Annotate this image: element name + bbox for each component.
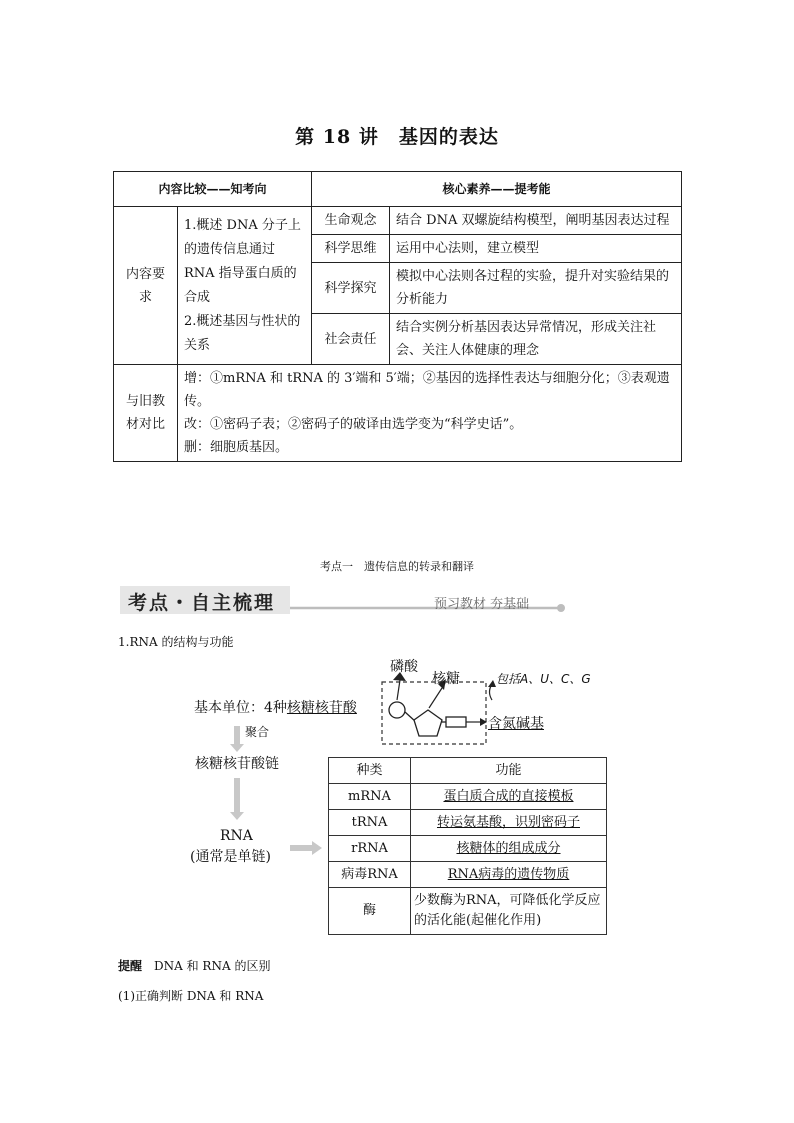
literacy-name: 科学思维 [312, 235, 390, 263]
rna-note-label: (通常是单链) [190, 849, 271, 865]
literacy-name: 社会责任 [312, 314, 390, 365]
literacy-text: 运用中心法则，建立模型 [390, 235, 682, 263]
rna-type: mRNA [329, 784, 411, 810]
phosphate-icon [389, 702, 405, 718]
subheading: (1)正确判断 DNA 和 RNA [118, 989, 264, 1003]
header-left: 内容比较——知考向 [114, 172, 312, 207]
compare-delete: 删：细胞质基因。 [184, 440, 289, 455]
compare-cell [178, 365, 682, 462]
rna-function: 核糖体的组成成分 [411, 836, 607, 862]
banner-title: 考点・自主梳理 [128, 592, 276, 614]
tip-line [118, 957, 270, 974]
rna-function: RNA病毒的遗传物质 [411, 862, 607, 888]
kaodian-title: 考点一 遗传信息的转录和翻译 [320, 560, 474, 573]
literacy-text: 模拟中心法则各过程的实验，提升对实验结果的分析能力 [390, 263, 682, 314]
requirement-2: 2.概述基因与性状的关系 [184, 313, 301, 353]
literacy-name: 科学探究 [312, 263, 390, 314]
tip-label: 提醒 [118, 959, 143, 973]
basic-unit-prefix: 基本单位：4种 [194, 700, 287, 716]
ribose-label: 核糖 [432, 671, 460, 687]
rna-table-header: 功能 [411, 758, 607, 784]
basic-unit-answer: 核糖核苷酸 [286, 700, 357, 716]
ribose-pentagon-icon [414, 710, 442, 736]
banner-subtitle: 预习教材 夯基础 [434, 597, 530, 612]
chain-label: 核糖核苷酸链 [195, 756, 279, 772]
base-rect-icon [446, 717, 466, 727]
base-answer: 含氮碱基 [488, 716, 544, 732]
comparison-table [113, 171, 682, 462]
rna-function: 少数酶为RNA，可降低化学反应的活化能(起催化作用) [411, 888, 607, 935]
rna-function-table [328, 757, 607, 935]
page-title: 第 18 讲 基因的表达 [295, 126, 499, 148]
compare-add: 增：①mRNA 和 tRNA 的 3′端和 5′端；②基因的选择性表达与细胞分化；③表观遗传。 [184, 371, 670, 409]
row-label-requirements: 内容要求 [114, 207, 178, 365]
rna-function: 蛋白质合成的直接模板 [411, 784, 607, 810]
rna-type: rRNA [329, 836, 411, 862]
requirement-1: 1.概述 DNA 分子上的遗传信息通过 RNA 指导蛋白质的合成 [184, 217, 301, 305]
literacy-text: 结合实例分析基因表达异常情况，形成关注社会、关注人体健康的理念 [390, 314, 682, 365]
banner-dot-icon [557, 604, 565, 612]
rna-type: tRNA [329, 810, 411, 836]
rna-function: 转运氨基酸，识别密码子 [411, 810, 607, 836]
rna-label: RNA [220, 828, 253, 844]
rna-table-header: 种类 [329, 758, 411, 784]
compare-change: 改：①密码子表；②密码子的破译由选学变为“科学史话”。 [184, 417, 523, 432]
basic-unit-label [194, 697, 357, 717]
includes-handwritten-label: 包括A、U、C、G [496, 672, 591, 686]
literacy-text: 结合 DNA 双螺旋结构模型，阐明基因表达过程 [390, 207, 682, 235]
rna-type: 病毒RNA [329, 862, 411, 888]
requirements-cell [178, 207, 312, 365]
literacy-name: 生命观念 [312, 207, 390, 235]
phosphate-label: 磷酸 [390, 659, 418, 675]
rna-type: 酶 [329, 888, 411, 935]
section-heading: 1.RNA 的结构与功能 [118, 635, 234, 649]
row-label-compare: 与旧教材对比 [114, 365, 178, 462]
header-right: 核心素养——提考能 [312, 172, 682, 207]
tip-text: DNA 和 RNA 的区别 [154, 959, 271, 973]
polymerize-label: 聚合 [245, 725, 270, 739]
